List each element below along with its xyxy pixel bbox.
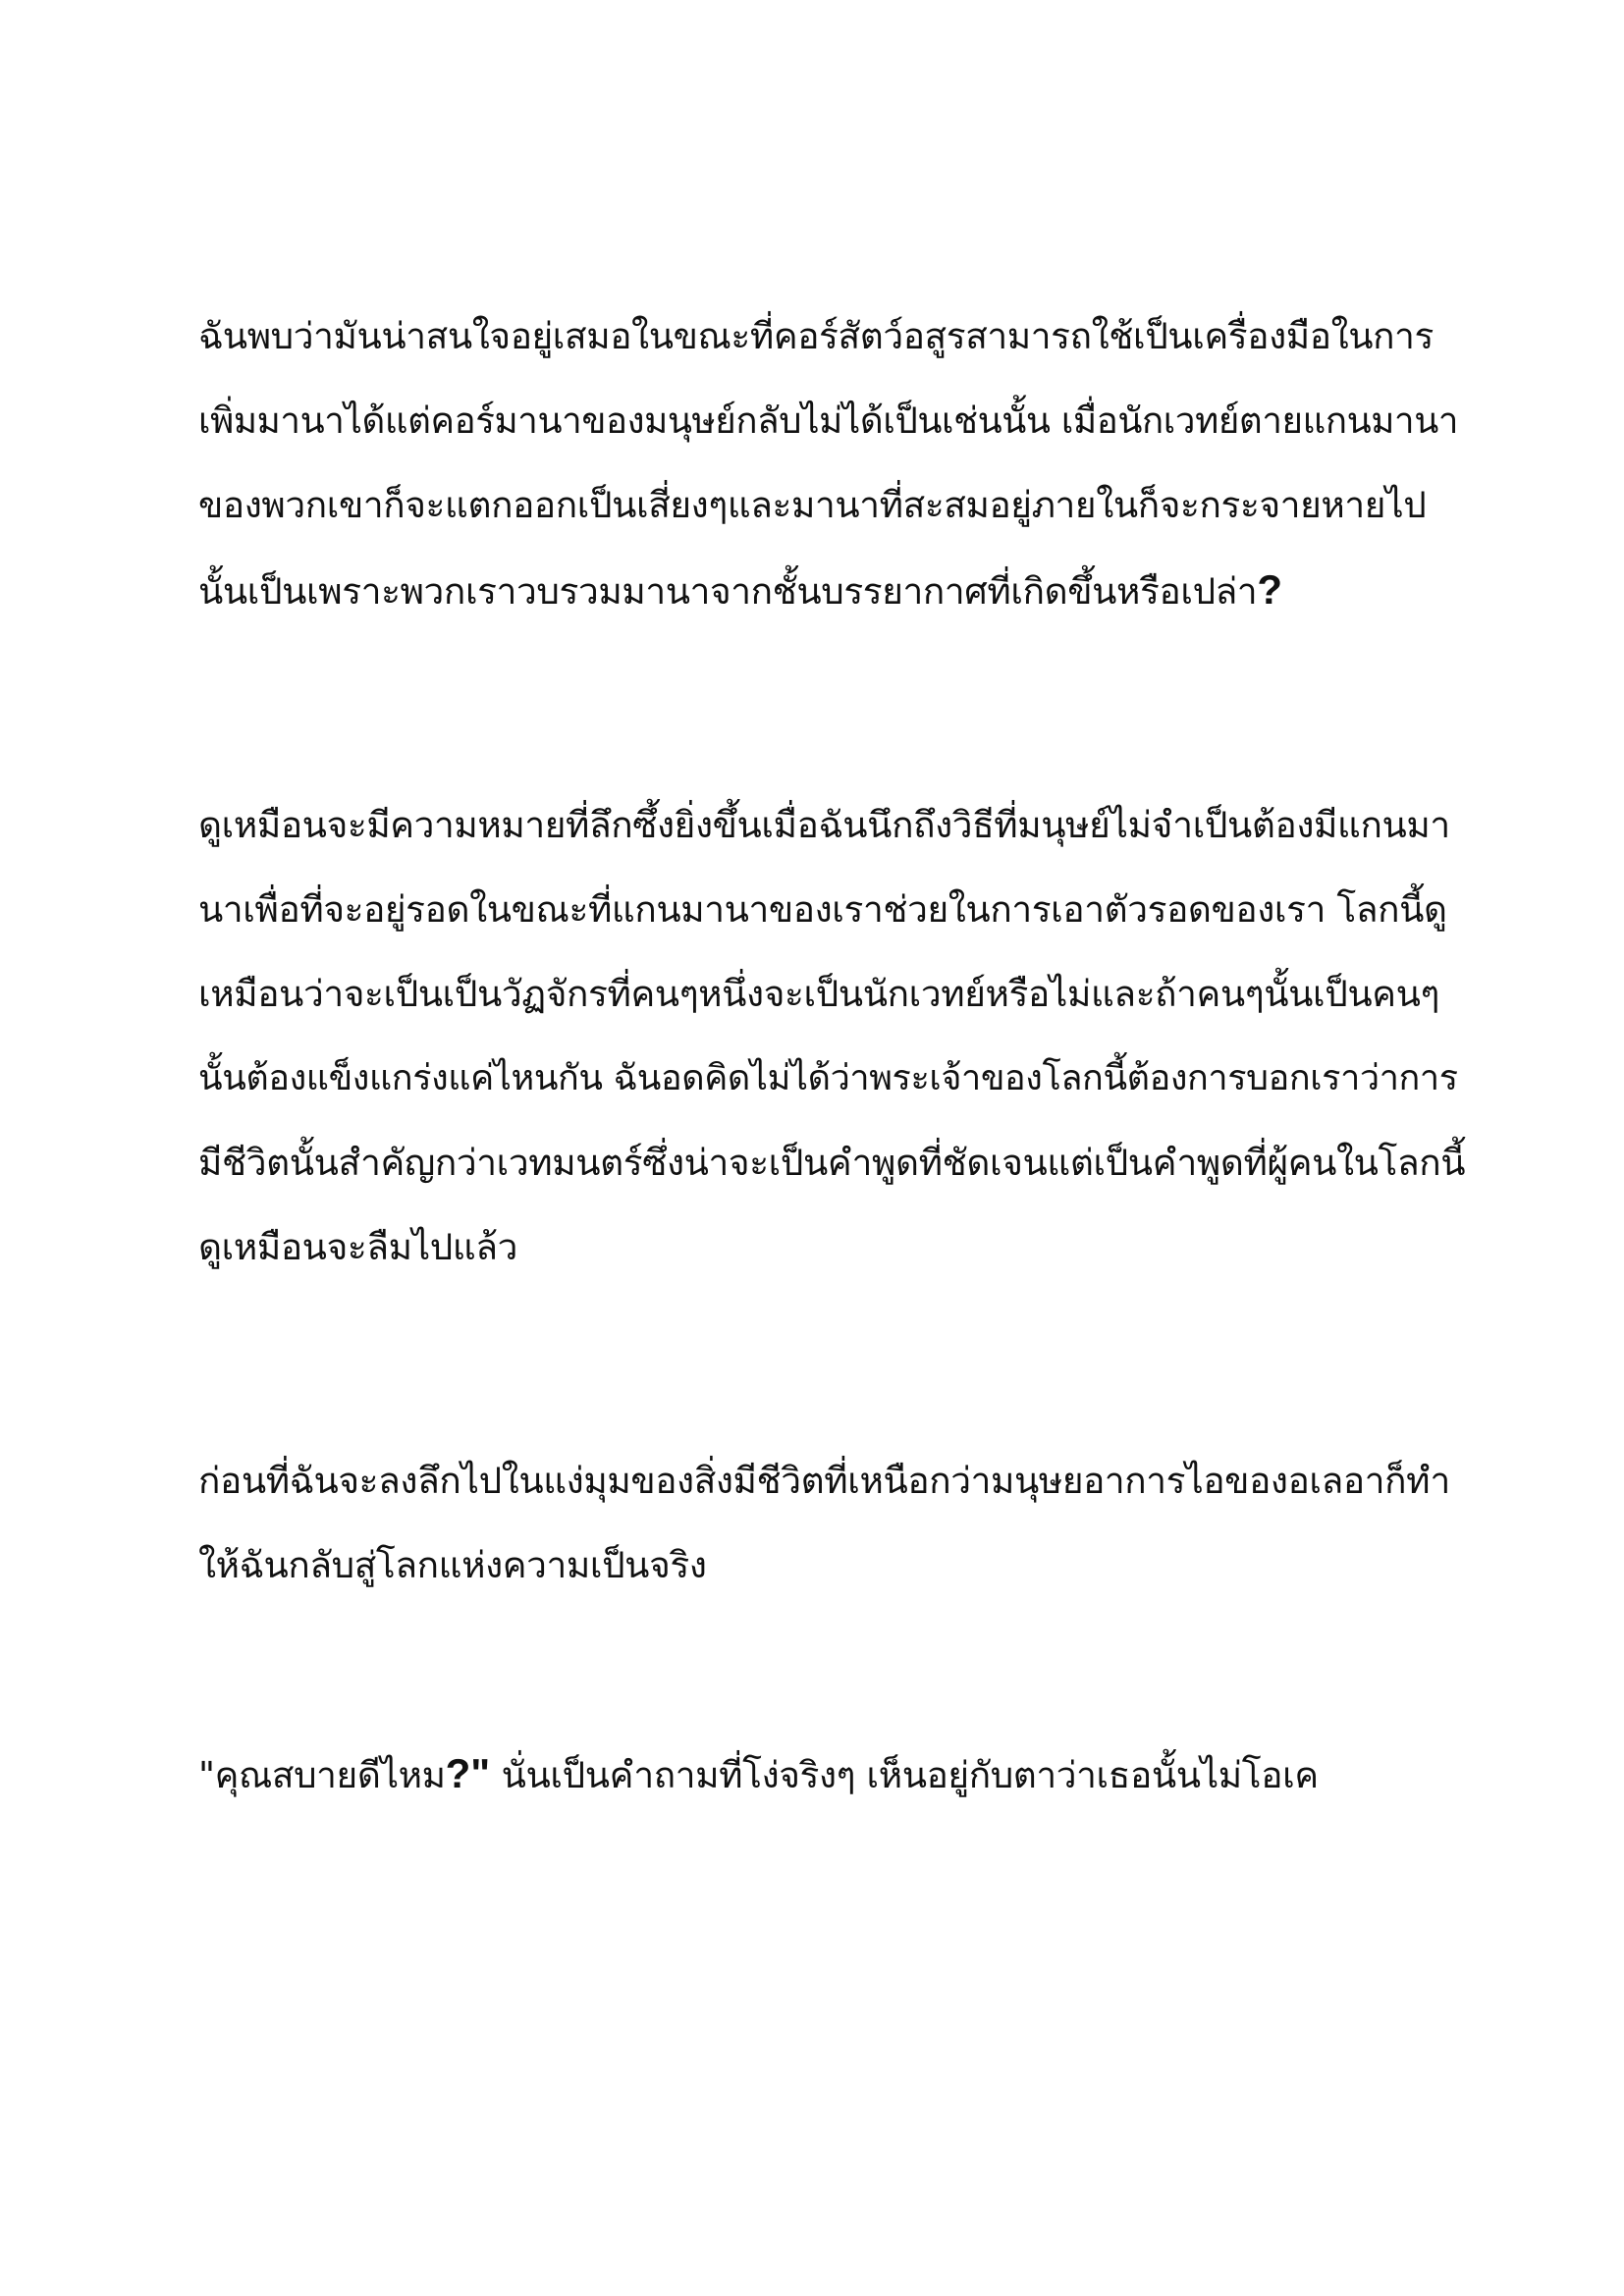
- paragraph-1: [198, 294, 1465, 632]
- text-line: ดูเหมือนจะมีความหมายที่ลึกซึ้งยิ่งขึ้นเมื่อฉันนึกถึงวิธีที่มนุษย์ไม่จำเป็นต้องมีแกนมา: [198, 804, 1450, 846]
- text-line: นาเพื่อที่จะอยู่รอดในขณะที่แกนมานาของเราช่วยในการเอาตัวรอดของเรา โลกนี้ดู: [198, 888, 1447, 931]
- quoted-speech: คุณสบายดีไหม: [214, 1754, 446, 1796]
- text-run: นั้นเป็นเพราะพวกเราวบรวมมานาจากชั้นบรรยากาศที่เกิดขึ้นหรือเปล่า: [198, 570, 1258, 613]
- text-line: ก่อนที่ฉันจะลงลึกไปในแง่มุมของสิ่งมีชีวิตที่เหนือกว่ามนุษยอาการไอของอเลอาก็ทำ: [198, 1460, 1450, 1502]
- text-line: ของพวกเขาก็จะแตกออกเป็นเสี่ยงๆและมานาที่สะสมอยู่ภายในก็จะกระจายหายไป: [198, 484, 1427, 526]
- text-line: มีชีวิตนั้นสำคัญกว่าเวทมนตร์ซึ่งน่าจะเป็นคำพูดที่ชัดเจนแต่เป็นคำพูดที่ผู้คนในโลกนี้: [198, 1142, 1466, 1184]
- narration-text: นั่นเป็นคำถามที่โง่จริงๆ เห็นอยู่กับตาว่าเธอนั้นไม่โอเค: [490, 1754, 1319, 1796]
- text-line: ดูเหมือนจะลืมไปแล้ว: [198, 1226, 517, 1268]
- text-line: นั้นต้องแข็งแกร่งแค่ไหนกัน ฉันอดคิดไม่ได้ว่าพระเจ้าของโลกนี้ต้องการบอกเราว่าการ: [198, 1058, 1458, 1098]
- question-close-quote: ?": [445, 1750, 491, 1796]
- text-line: ฉันพบว่ามันน่าสนใจอยู่เสมอในขณะที่คอร์สัตว์อสูรสามารถใช้เป็นเครื่องมือในการ: [198, 315, 1434, 357]
- question-mark: ?: [1257, 566, 1282, 613]
- text-line: เพิ่มมานาได้แต่คอร์มานาของมนุษย์กลับไม่ได้เป็นเช่นนั้น เมื่อนักเวทย์ตายแกนมานา: [198, 400, 1459, 442]
- text-line-with-question: [198, 548, 1465, 632]
- paragraph-3: [198, 1439, 1465, 1608]
- dialogue-line: [198, 1732, 1465, 1816]
- open-quote: ": [198, 1754, 215, 1796]
- text-line: เหมือนว่าจะเป็นเป็นวัฏจักรที่คนๆหนึ่งจะเป็นนักเวทย์หรือไม่และถ้าคนๆนั้นเป็นคนๆ: [198, 973, 1439, 1015]
- text-line: ให้ฉันกลับสู่โลกแห่งความเป็นจริง: [198, 1544, 707, 1586]
- paragraph-4-dialogue: [198, 1732, 1465, 1816]
- paragraph-2: [198, 783, 1465, 1290]
